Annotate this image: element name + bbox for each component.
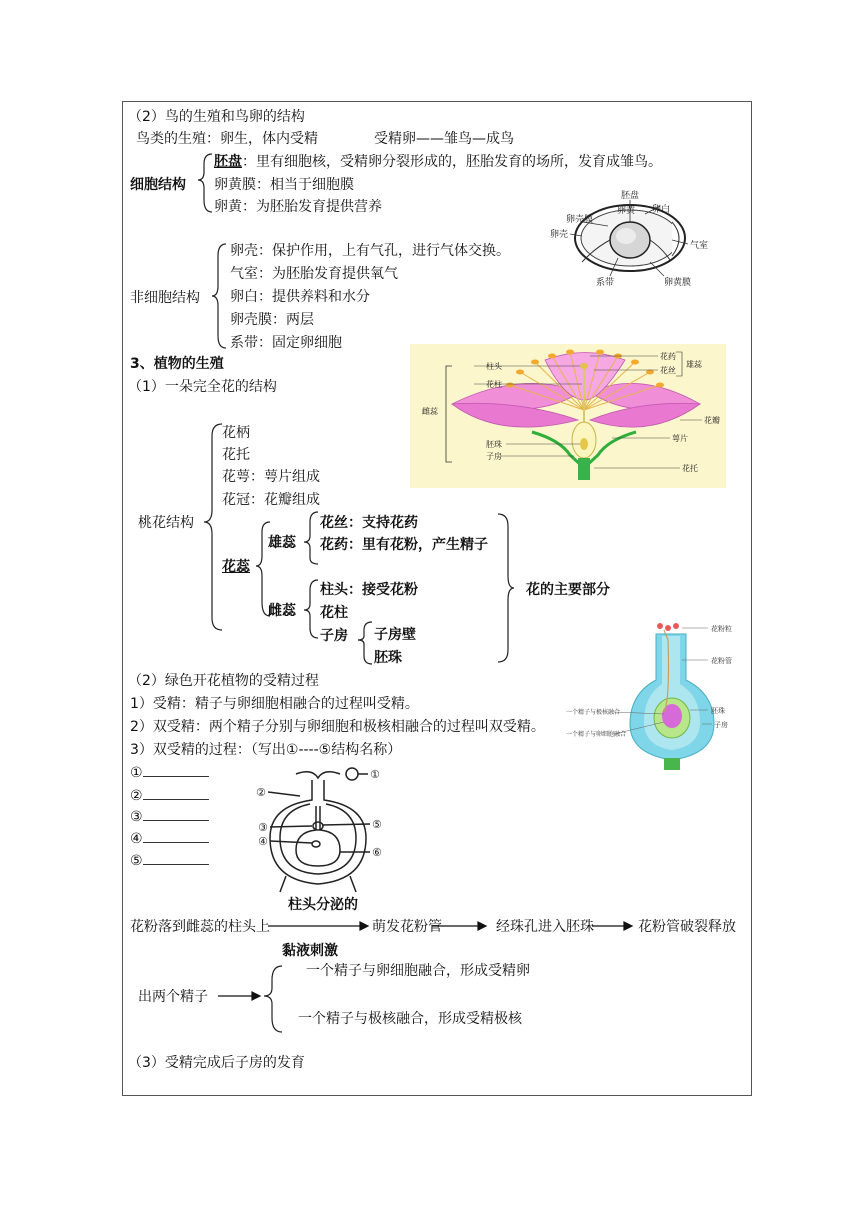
ovary-wall: 子房壁 xyxy=(374,627,416,643)
flower-label: 萼片 xyxy=(672,434,688,443)
process-step1: 花粉落到雌蕊的柱头上 xyxy=(130,919,270,935)
flower-label: 花柱 xyxy=(486,380,502,389)
yolk-membrane-line: 卵黄膜：相当于细胞膜 xyxy=(214,177,354,193)
process-result1: 一个精子与卵细胞融合，形成受精卵 xyxy=(306,963,530,979)
diagram-num: ④ xyxy=(258,835,268,848)
diagram-num: ① xyxy=(370,768,380,781)
egg-label: 卵黄膜 xyxy=(664,278,692,288)
pedicel: 花柄 xyxy=(222,425,250,441)
yolk-line: 卵黄：为胚胎发育提供营养 xyxy=(214,199,382,215)
bird-heading: （2）鸟的生殖和鸟卵的结构 xyxy=(128,109,305,125)
fert-sub2: （2）绿色开花植物的受精过程 xyxy=(128,673,319,689)
above-arrow-label: 柱头分泌的 xyxy=(288,897,358,913)
flower-label: 子房 xyxy=(486,452,502,461)
shell-membrane-line: 卵壳膜：两层 xyxy=(230,312,314,328)
noncell-structure-label: 非细胞结构 xyxy=(130,290,200,306)
albumen-line: 卵白：提供养料和水分 xyxy=(230,289,370,305)
process-step2: 萌发花粉管 xyxy=(372,919,442,935)
pollen-label: 花粉粒 xyxy=(711,625,732,633)
ovary-dev-sub3: （3）受精完成后子房的发育 xyxy=(128,1055,305,1071)
main-part-label: 花的主要部分 xyxy=(526,582,610,598)
plant-heading: 3、植物的生殖 xyxy=(130,356,224,372)
blank-number: ③ xyxy=(130,809,143,825)
corolla: 花冠：花瓣组成 xyxy=(222,492,320,508)
flower-label: 胚珠 xyxy=(486,440,502,449)
filament: 花丝：支持花药 xyxy=(320,515,418,531)
pollen-label: 胚珠 xyxy=(711,707,725,715)
flower-label: 花瓣 xyxy=(704,416,720,425)
ovule: 胚珠 xyxy=(374,650,402,666)
pollen-label: 花粉管 xyxy=(711,657,732,665)
egg-label: 卵白 xyxy=(652,205,671,215)
pollen-label: 一个精子与卵细胞融合 xyxy=(566,731,627,738)
calyx: 花萼：萼片组成 xyxy=(222,469,320,485)
cell-structure-label: 细胞结构 xyxy=(130,177,186,193)
shell-line: 卵壳：保护作用，上有气孔，进行气体交换。 xyxy=(230,243,510,259)
bird-sequence: 受精卵——雏鸟—成鸟 xyxy=(374,131,514,147)
flower-label: 柱头 xyxy=(486,362,502,371)
stigma: 柱头：接受花粉 xyxy=(320,582,418,598)
ovary: 子房 xyxy=(320,628,348,644)
flower-label: 花药 xyxy=(660,352,676,361)
pollen-label: 子房 xyxy=(714,721,728,729)
fert-line2: 2）双受精：两个精子分别与卵细胞和极核相融合的过程叫双受精。 xyxy=(130,719,545,735)
blank-number: ② xyxy=(130,788,143,804)
fert-line1: 1）受精：精子与卵细胞相融合的过程叫受精。 xyxy=(130,696,419,712)
process-step3: 经珠孔进入胚珠 xyxy=(496,919,594,935)
diagram-num: ③ xyxy=(258,821,268,834)
egg-label: 卵壳 xyxy=(550,230,569,240)
diagram-num: ⑤ xyxy=(372,818,382,831)
plant-sub1: （1）一朵完全花的结构 xyxy=(128,379,277,395)
air-cell-line: 气室：为胚胎发育提供氧气 xyxy=(230,266,398,282)
process-step4: 花粉管破裂释放 xyxy=(638,919,736,935)
flower-core-label: 花蕊 xyxy=(222,559,250,575)
peach-structure-label: 桃花结构 xyxy=(138,515,194,531)
receptacle: 花托 xyxy=(222,447,250,463)
process-result2: 一个精子与极核融合，形成受精极核 xyxy=(298,1011,522,1027)
egg-label: 胚盘 xyxy=(621,191,640,201)
diagram-num: ⑥ xyxy=(372,846,382,859)
flower-label: 雌蕊 xyxy=(422,407,438,416)
anther: 花药：里有花粉，产生精子 xyxy=(320,537,488,553)
style: 花柱 xyxy=(320,605,348,621)
flower-label: 花托 xyxy=(682,464,698,473)
diagram-num: ② xyxy=(256,786,266,799)
pollen-label: 一个精子与极核融合 xyxy=(566,709,621,716)
below-arrow-label: 黏液刺激 xyxy=(282,943,338,959)
chalaza-line: 系带：固定卵细胞 xyxy=(230,335,342,351)
blastodisc-term: 胚盘 xyxy=(214,154,242,170)
blank-number: ⑤ xyxy=(130,853,143,869)
blank-number: ① xyxy=(130,765,143,781)
egg-label: 系带 xyxy=(596,278,615,288)
process-step5: 出两个精子 xyxy=(138,989,208,1005)
flower-label: 雄蕊 xyxy=(686,360,702,369)
blastodisc-text: ：里有细胞核，受精卵分裂形成的，胚胎发育的场所，发育成雏鸟。 xyxy=(242,154,662,170)
blank-number: ④ xyxy=(130,831,143,847)
bird-reproduction: 鸟类的生殖：卵生，体内受精 xyxy=(136,131,318,147)
stamen-label: 雄蕊 xyxy=(268,535,296,551)
egg-label: 气室 xyxy=(690,241,709,251)
egg-label: 卵壳膜 xyxy=(566,215,594,225)
flower-label: 花丝 xyxy=(660,366,676,375)
pistil-label: 雌蕊 xyxy=(268,603,296,619)
egg-label: 卵黄 xyxy=(617,206,636,216)
fert-line3: 3）双受精的过程：（写出①----⑤结构名称） xyxy=(130,742,402,758)
